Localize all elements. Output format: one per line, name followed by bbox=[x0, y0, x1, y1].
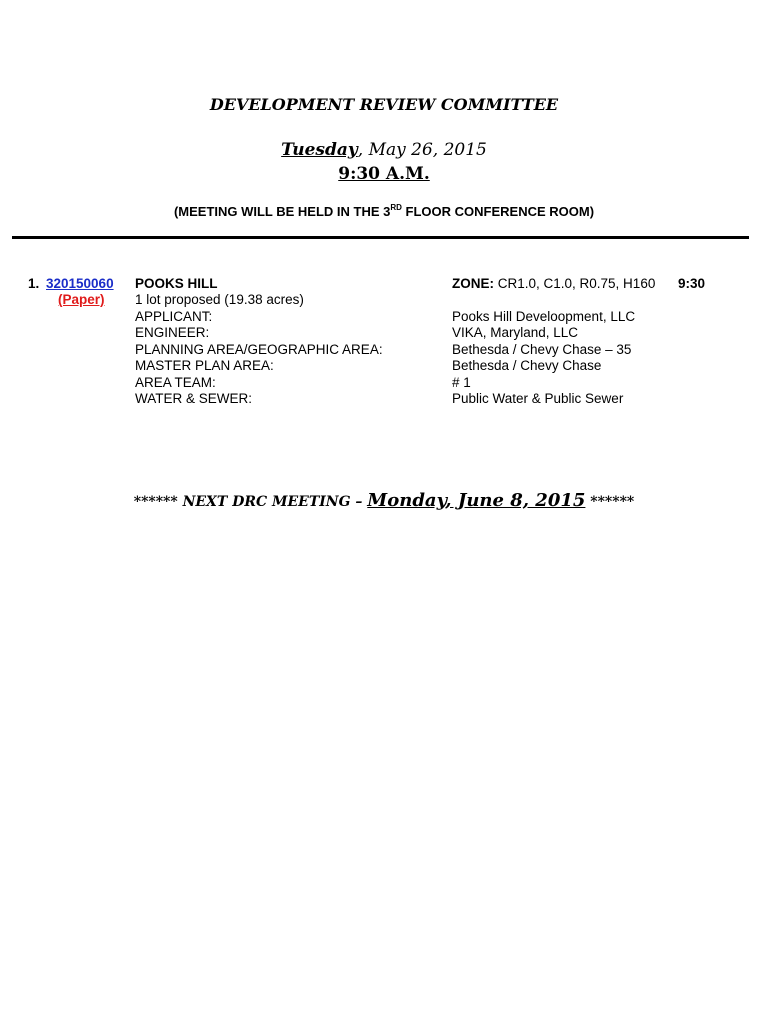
submission-format-badge: (Paper) bbox=[58, 292, 105, 307]
page-title: DEVELOPMENT REVIEW COMMITTEE bbox=[209, 95, 559, 114]
detail-label: MASTER PLAN AREA: bbox=[135, 358, 274, 373]
detail-value: Public Water & Public Sewer bbox=[452, 391, 624, 406]
zone-value: CR1.0, C1.0, R0.75, H160 bbox=[494, 276, 656, 291]
lot-description: 1 lot proposed (19.38 acres) bbox=[135, 292, 304, 307]
next-meeting-suffix: ****** bbox=[585, 494, 635, 510]
detail-label: AREA TEAM: bbox=[135, 375, 216, 390]
note-prefix: (MEETING WILL BE HELD IN THE 3 bbox=[173, 204, 391, 219]
detail-value: Bethesda / Chevy Chase – 35 bbox=[452, 342, 632, 357]
item-time: 9:30 bbox=[678, 276, 706, 291]
detail-label: APPLICANT: bbox=[135, 309, 213, 324]
meeting-day: Tuesday bbox=[281, 140, 358, 160]
plan-number-link[interactable]: 320150060 bbox=[46, 276, 114, 291]
detail-value: VIKA, Maryland, LLC bbox=[452, 325, 579, 340]
meeting-date bbox=[0, 140, 768, 160]
item-number: 1. bbox=[28, 276, 40, 291]
zone-info bbox=[452, 276, 655, 293]
meeting-time: 9:30 A.M. bbox=[338, 164, 430, 184]
meeting-location-note bbox=[0, 203, 768, 219]
section-divider bbox=[12, 236, 749, 239]
detail-label: WATER & SEWER: bbox=[135, 391, 253, 406]
note-superscript: RD bbox=[390, 203, 402, 212]
meeting-date-rest: , May 26, 2015 bbox=[357, 140, 487, 160]
item-name: POOKS HILL bbox=[135, 276, 218, 291]
next-meeting-prefix: ****** NEXT DRC MEETING – bbox=[133, 494, 368, 510]
detail-value: # 1 bbox=[452, 375, 471, 390]
next-meeting-date: Monday, June 8, 2015 bbox=[367, 490, 586, 511]
next-meeting-notice bbox=[0, 490, 768, 511]
zone-label: ZONE: bbox=[452, 276, 494, 291]
detail-label: ENGINEER: bbox=[135, 325, 210, 340]
note-suffix: FLOOR CONFERENCE ROOM) bbox=[401, 204, 595, 219]
detail-value: Pooks Hill Develoopment, LLC bbox=[452, 309, 636, 324]
detail-value: Bethesda / Chevy Chase bbox=[452, 358, 602, 373]
detail-label: PLANNING AREA/GEOGRAPHIC AREA: bbox=[135, 342, 383, 357]
